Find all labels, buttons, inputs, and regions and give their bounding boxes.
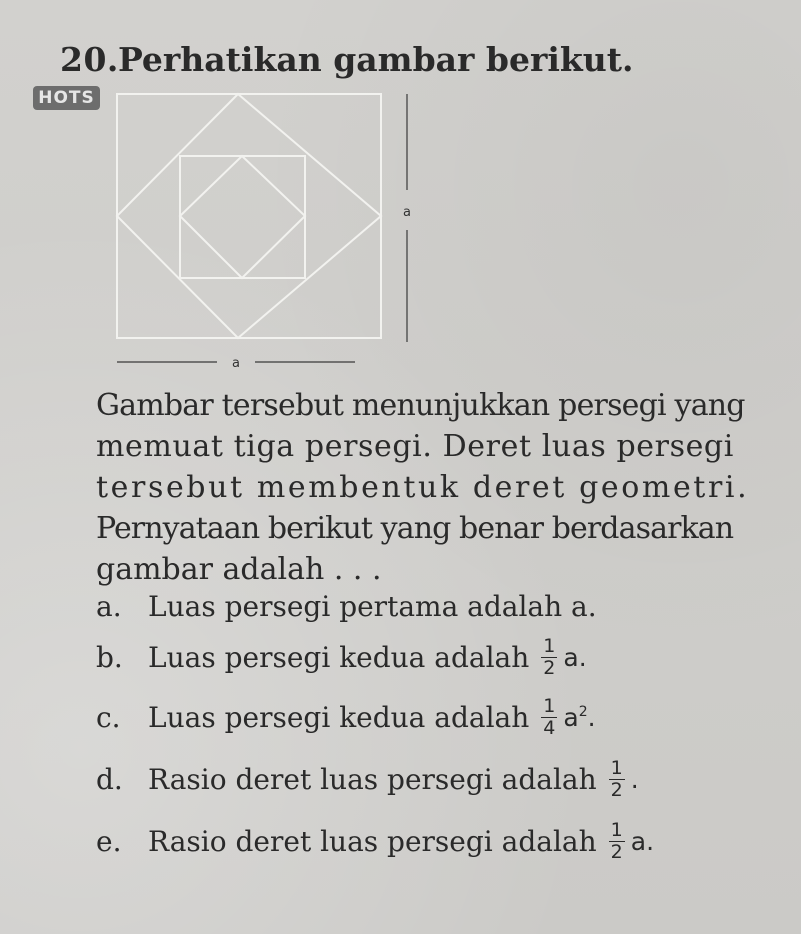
option-text: Luas persegi kedua adalah [148,701,530,734]
option-e[interactable] [96,820,654,863]
option-letter: b. [96,641,123,674]
option-letter: d. [96,763,123,796]
option-text: Rasio deret luas persegi adalah [148,825,597,858]
hots-badge: HOTS [33,86,100,110]
first-rotated-square [117,94,381,338]
body-line: gambar adalah . . . [96,552,382,587]
middle-square [180,156,305,278]
outer-square [117,94,381,338]
fraction [609,758,625,801]
option-d[interactable] [96,758,639,801]
fraction-denominator: 4 [543,717,556,739]
fraction [609,820,625,863]
right-side-label: a [403,205,411,220]
fraction-denominator: 2 [543,657,556,679]
option-tail: . [630,765,639,794]
fraction-denominator: 2 [610,779,623,801]
inner-rotated-square [180,156,305,278]
option-text: Rasio deret luas persegi adalah [148,763,597,796]
fraction-denominator: 2 [610,841,623,863]
option-c[interactable] [96,696,596,739]
option-letter: e. [96,825,122,858]
nested-squares-figure [105,90,425,380]
option-tail-exponent: 2 [578,704,588,720]
option-letter: c. [96,701,121,734]
option-tail-base: a [563,703,579,732]
body-line: Gambar tersebut menunjukkan persegi yang [96,388,745,423]
question-number: 20. [60,40,119,79]
option-text: Luas persegi kedua adalah [148,641,530,674]
question-body [96,385,796,590]
fraction-numerator: 1 [610,757,623,779]
body-line: memuat tiga persegi. Deret luas persegi [96,429,734,464]
fraction-numerator: 1 [543,635,556,657]
bottom-side-label: a [232,356,240,371]
option-tail: a. [630,827,655,856]
option-text: Luas persegi pertama adalah a. [148,590,597,623]
option-tail: a. [563,643,587,672]
fraction-numerator: 1 [610,819,623,841]
fraction [541,636,557,679]
fraction-numerator: 1 [543,695,556,717]
option-tail-end: . [587,703,596,732]
body-line: Pernyataan berikut yang benar berdasarkan [96,511,734,546]
option-a[interactable] [96,590,597,623]
question-title: Perhatikan gambar berikut. [118,40,634,79]
fraction [541,696,557,739]
option-letter: a. [96,590,122,623]
body-line: tersebut membentuk deret geometri. [96,470,750,505]
option-tail [563,703,595,732]
option-b[interactable] [96,636,587,679]
